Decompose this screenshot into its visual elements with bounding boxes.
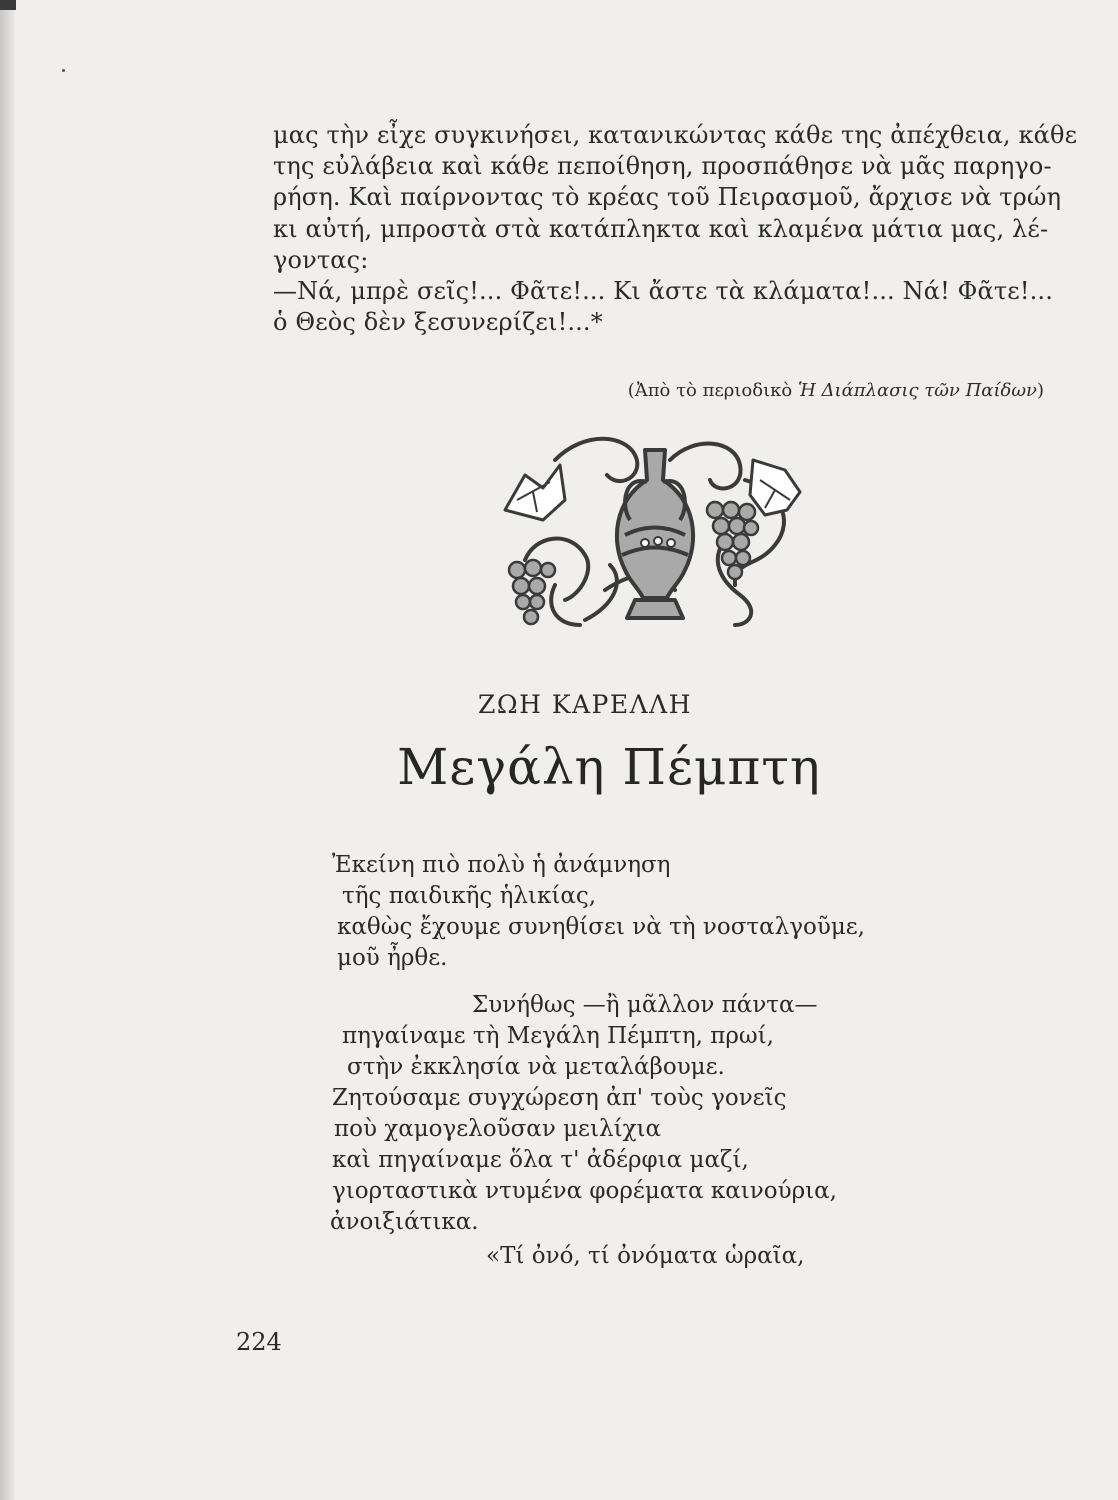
poem-line: τῆς παιδικῆς ἡλικίας, <box>342 883 597 909</box>
prose-line: ὁ Θεὸς δὲν ξεσυνερίζει!...* <box>273 308 603 337</box>
poem-line: Ζητούσαμε συγχώρεση ἀπ' τοὺς γονεῖς <box>332 1085 787 1111</box>
poem-line: ἀνοιξιάτικα. <box>330 1209 479 1235</box>
poem-line: ποὺ χαμογελοῦσαν μειλίχια <box>334 1116 662 1142</box>
poem-line: Ἐκείνη πιὸ πολὺ ἡ ἀνάμνηση <box>332 852 671 878</box>
poem-author: ΖΩΗ ΚΑΡΕΛΛΗ <box>477 690 693 719</box>
source-prefix: (Ἀπὸ τὸ περιοδικὸ <box>627 380 798 401</box>
source-suffix: ) <box>1036 380 1044 401</box>
amphora-grapevine-ornament-icon <box>495 420 815 640</box>
prose-line: της εὐλάβεια καὶ κάθε πεποίθηση, προσπάθησε νὰ μᾶς παρηγο- <box>273 152 1052 181</box>
poem-line: καὶ πηγαίναμε ὅλα τ' ἀδέρφια μαζί, <box>332 1147 749 1173</box>
source-citation <box>628 380 1044 401</box>
scan-speck <box>62 69 65 72</box>
poem-line: στὴν ἐκκλησία νὰ μεταλάβουμε. <box>347 1054 725 1080</box>
page-number: 224 <box>236 1328 282 1356</box>
prose-line: —Νά, μπρὲ σεῖς!... Φᾶτε!... Κι ἄστε τὰ κλάματα!... Νά! Φᾶτε!... <box>273 276 1053 305</box>
poem-line: μοῦ ἦρθε. <box>337 945 448 971</box>
poem-line: πηγαίναμε τὴ Μεγάλη Πέμπτη, πρωί, <box>342 1023 774 1049</box>
scan-corner-mark <box>0 0 16 10</box>
source-journal: Ἡ Διάπλασις τῶν Παίδων <box>797 380 1037 401</box>
poem-line: Συνήθως —ἢ μᾶλλον πάντα— <box>472 992 818 1018</box>
prose-block <box>273 120 1078 338</box>
prose-line: μας τὴν εἶχε συγκινήσει, κατανικώντας κάθε της ἀπέχθεια, κάθε <box>273 121 1078 149</box>
poem-line: καθὼς ἔχουμε συνηθίσει νὰ τὴ νοσταλγοῦμε, <box>337 914 865 940</box>
poem-line: γιορταστικὰ ντυμένα φορέματα καινούρια, <box>332 1178 837 1204</box>
prose-line: ρήση. Καὶ παίρνοντας τὸ κρέας τοῦ Πειρασμοῦ, ἄρχισε νὰ τρώη <box>273 183 1062 212</box>
prose-line: κι αὐτή, μπροστὰ στὰ κατάπληκτα καὶ κλαμένα μάτια μας, λέ- <box>273 214 1049 243</box>
poem-line: «Τί ὀνό, τί ὀνόματα ὡραῖα, <box>486 1243 805 1269</box>
prose-line: γοντας: <box>273 245 369 274</box>
poem-title: Μεγάλη Πέμπτη <box>397 738 821 796</box>
